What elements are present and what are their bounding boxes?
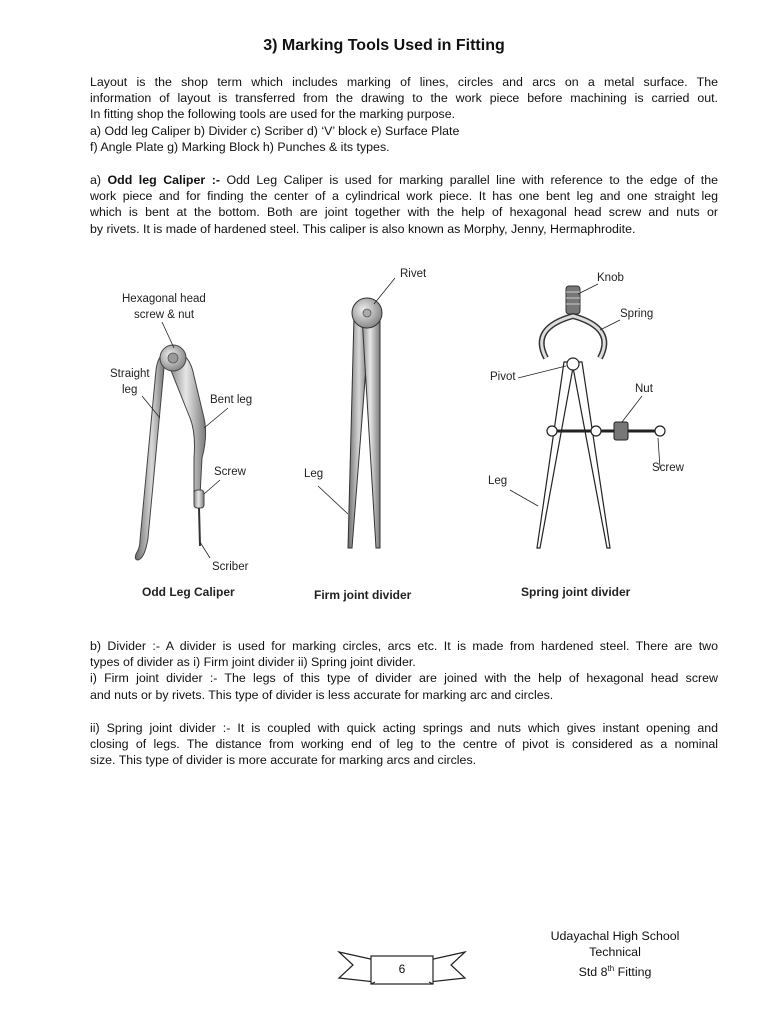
section-b-line: closing of legs. The distance from working end of leg to the centre of pivot is considered as a nominal bbox=[90, 737, 718, 752]
marking-tools-figure bbox=[90, 258, 718, 613]
label-straight: Straight bbox=[110, 368, 150, 380]
label-spring: Spring bbox=[620, 308, 654, 320]
footer-dept: Technical bbox=[589, 945, 641, 960]
intro-line: Layout is the shop term which includes marking of lines, circles and arcs on a metal surface. The bbox=[90, 75, 718, 89]
label-firm-leg: Leg bbox=[304, 468, 324, 480]
intro-paragraph bbox=[90, 74, 718, 155]
label-spring-screw: Screw bbox=[652, 462, 684, 474]
footer-std-sup: th bbox=[607, 963, 615, 973]
label-spring-leg: Leg bbox=[488, 475, 508, 487]
tools-list-line: a) Odd leg Caliper b) Divider c) Scriber d) ‘V’ block e) Surface Plate bbox=[90, 123, 460, 138]
section-b-line: types of divider as i) Firm joint divider ii) Spring joint divider. bbox=[90, 655, 416, 670]
label-nut: Nut bbox=[635, 383, 653, 395]
section-a-text: Odd Leg Caliper is used for marking parallel line with reference to the edge of the bbox=[219, 173, 719, 187]
section-b-line: b) Divider :- A divider is used for marking circles, arcs etc. It is made from hardened steel. There are two bbox=[90, 639, 718, 653]
page-title: 3) Marking Tools Used in Fitting bbox=[263, 37, 505, 54]
label-pivot: Pivot bbox=[490, 371, 516, 383]
footer-school: Udayachal High School bbox=[550, 929, 680, 943]
section-a-line bbox=[90, 172, 718, 188]
section-a-line: which is bent at the bottom. Both are joint together with the help of hexagonal head screw and nuts or bbox=[90, 205, 718, 220]
section-b-line: and nuts or by rivets. This type of divider is less accurate for marking arc and circles. bbox=[90, 687, 554, 702]
section-a-prefix: a) bbox=[90, 173, 108, 187]
section-b-line: size. This type of divider is more accurate for marking arcs and circles. bbox=[90, 753, 477, 768]
odd-leg-caliper-drawing bbox=[135, 322, 228, 560]
section-a-heading: Odd leg Caliper :- bbox=[107, 173, 220, 187]
caption-odd-leg-caliper: Odd Leg Caliper bbox=[142, 585, 235, 599]
section-b-line: ii) Spring joint divider :- It is coupled with quick acting springs and nuts which gives instant opening and bbox=[90, 721, 718, 735]
section-a-line: by rivets. It is made of hardened steel. This caliper is also known as Morphy, Jenny, Hermaphrodite. bbox=[90, 221, 636, 236]
tools-list-line: f) Angle Plate g) Marking Block h) Punches & its types. bbox=[90, 139, 390, 154]
spring-joint-divider-drawing bbox=[510, 284, 665, 548]
label-rivet: Rivet bbox=[400, 268, 427, 280]
spring-divider-paragraph bbox=[90, 720, 718, 769]
intro-line: information of layout is transferred from the drawing to the work piece before machining is carried out. bbox=[90, 91, 718, 106]
label-hexagonal-head: Hexagonal head bbox=[122, 293, 206, 305]
label-scriber: Scriber bbox=[212, 561, 249, 573]
caption-spring-joint-divider: Spring joint divider bbox=[521, 585, 631, 599]
footer-std-suffix: Fitting bbox=[614, 964, 652, 979]
caption-firm-joint-divider: Firm joint divider bbox=[314, 588, 412, 602]
intro-line: In fitting shop the following tools are used for the marking purpose. bbox=[90, 107, 456, 122]
footer-school-info bbox=[545, 928, 685, 980]
label-knob: Knob bbox=[597, 272, 624, 284]
label-screw-nut: screw & nut bbox=[134, 309, 195, 321]
label-bent-leg: Bent leg bbox=[210, 394, 253, 406]
odd-leg-caliper-paragraph bbox=[90, 172, 718, 237]
footer-std-prefix: Std 8 bbox=[578, 964, 608, 979]
label-leg: leg bbox=[122, 384, 138, 396]
label-screw: Screw bbox=[214, 466, 246, 478]
page-number: 6 bbox=[398, 962, 406, 976]
footer-std bbox=[545, 961, 685, 981]
firm-joint-divider-drawing bbox=[318, 278, 395, 548]
divider-paragraph bbox=[90, 638, 718, 703]
section-a-line: work piece and for finding the center of a cylindrical work piece. It has one bent leg and one straight leg bbox=[90, 189, 718, 204]
section-b-line: i) Firm joint divider :- The legs of this type of divider are joined with the help of hexagonal head screw bbox=[90, 671, 718, 686]
